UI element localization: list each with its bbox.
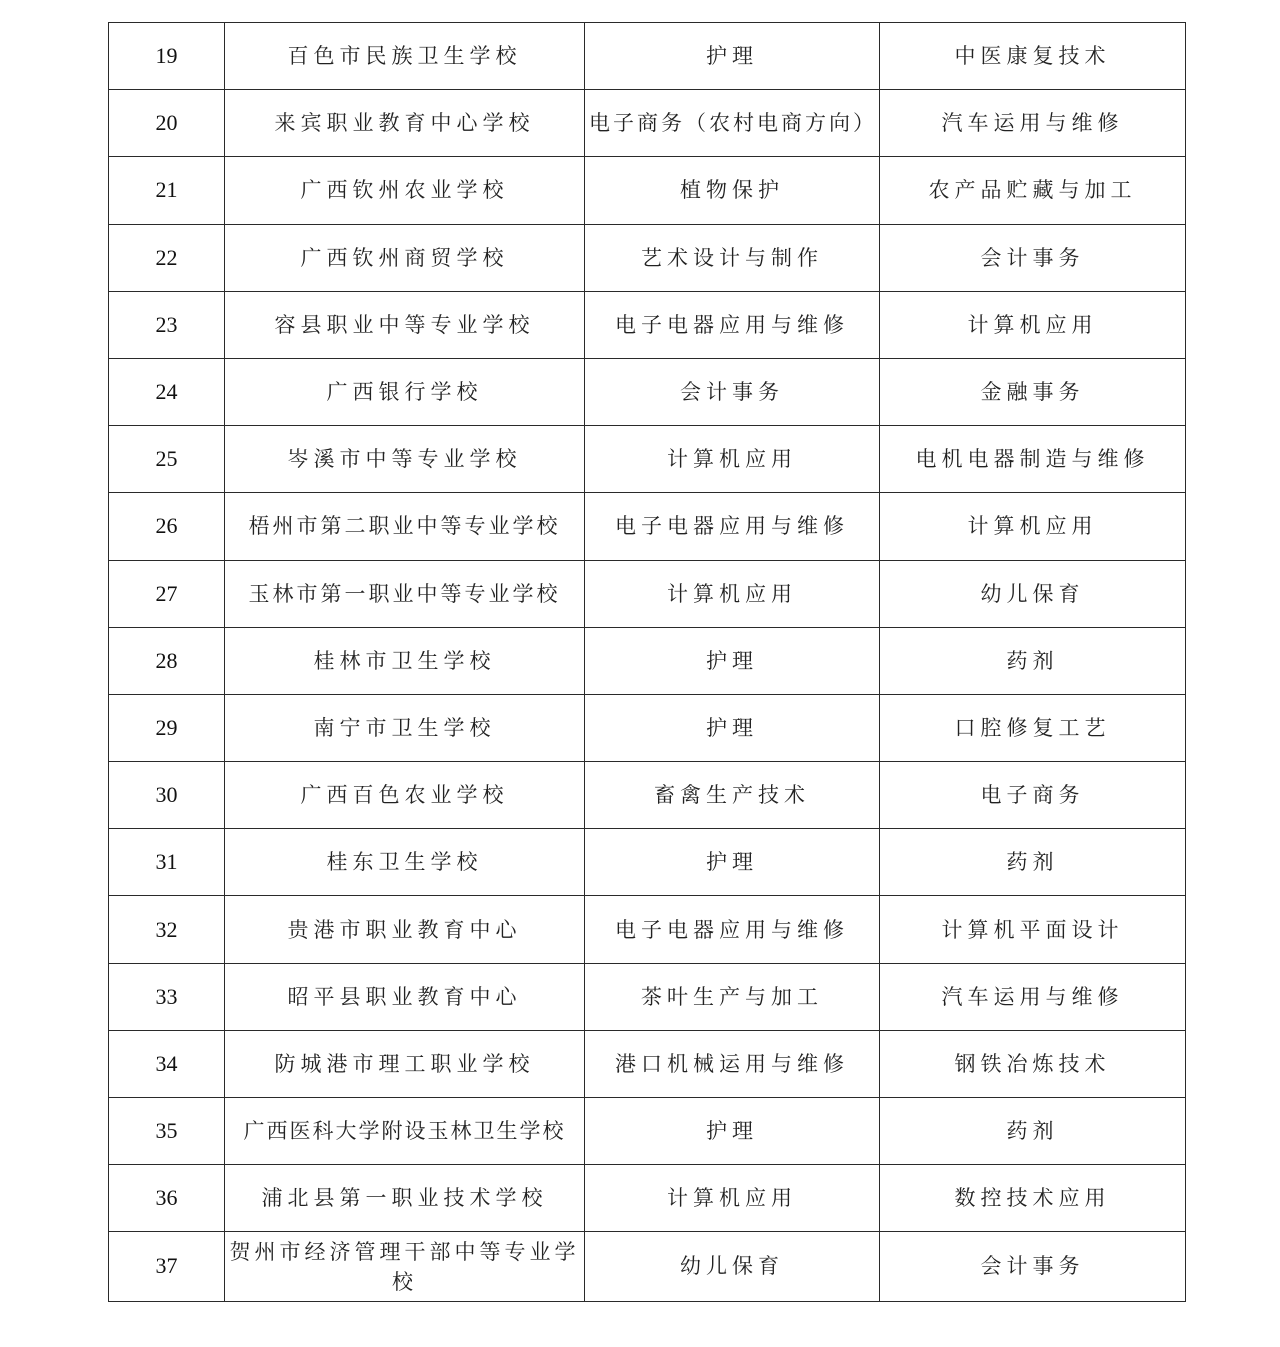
table-row [109, 157, 1186, 224]
major-1: 电子电器应用与维修 [585, 896, 880, 963]
row-number: 28 [109, 627, 225, 694]
major-2: 计算机应用 [880, 291, 1186, 358]
row-number: 30 [109, 762, 225, 829]
table-row [109, 1232, 1186, 1301]
row-number: 26 [109, 493, 225, 560]
major-1: 护理 [585, 829, 880, 896]
row-number: 32 [109, 896, 225, 963]
row-number: 33 [109, 963, 225, 1030]
major-1: 电子商务（农村电商方向） [585, 90, 880, 157]
table-row [109, 426, 1186, 493]
major-1: 茶叶生产与加工 [585, 963, 880, 1030]
major-2: 汽车运用与维修 [880, 90, 1186, 157]
major-2: 口腔修复工艺 [880, 694, 1186, 761]
major-1: 计算机应用 [585, 426, 880, 493]
major-1: 计算机应用 [585, 1165, 880, 1232]
row-number: 19 [109, 23, 225, 90]
table-row [109, 762, 1186, 829]
school-name: 玉林市第一职业中等专业学校 [225, 560, 585, 627]
school-name: 岑溪市中等专业学校 [225, 426, 585, 493]
table-row [109, 1165, 1186, 1232]
major-1: 会计事务 [585, 358, 880, 425]
major-2: 数控技术应用 [880, 1165, 1186, 1232]
school-name: 广西钦州农业学校 [225, 157, 585, 224]
table-row [109, 560, 1186, 627]
row-number: 22 [109, 224, 225, 291]
row-number: 24 [109, 358, 225, 425]
school-name: 贵港市职业教育中心 [225, 896, 585, 963]
table-row [109, 23, 1186, 90]
school-name: 贺州市经济管理干部中等专业学校 [225, 1232, 585, 1301]
major-2: 计算机应用 [880, 493, 1186, 560]
school-name: 容县职业中等专业学校 [225, 291, 585, 358]
major-1: 畜禽生产技术 [585, 762, 880, 829]
major-2: 会计事务 [880, 1232, 1186, 1301]
major-2: 钢铁冶炼技术 [880, 1030, 1186, 1097]
major-1: 护理 [585, 694, 880, 761]
school-name: 桂东卫生学校 [225, 829, 585, 896]
major-1: 幼儿保育 [585, 1232, 880, 1301]
table-row [109, 493, 1186, 560]
school-name: 桂林市卫生学校 [225, 627, 585, 694]
major-2: 药剂 [880, 627, 1186, 694]
table-row [109, 627, 1186, 694]
major-2: 药剂 [880, 829, 1186, 896]
major-2: 汽车运用与维修 [880, 963, 1186, 1030]
school-name: 浦北县第一职业技术学校 [225, 1165, 585, 1232]
row-number: 27 [109, 560, 225, 627]
school-name: 昭平县职业教育中心 [225, 963, 585, 1030]
major-2: 中医康复技术 [880, 23, 1186, 90]
school-name: 南宁市卫生学校 [225, 694, 585, 761]
major-1: 电子电器应用与维修 [585, 493, 880, 560]
school-name: 来宾职业教育中心学校 [225, 90, 585, 157]
major-2: 药剂 [880, 1098, 1186, 1165]
table-row [109, 224, 1186, 291]
major-1: 港口机械运用与维修 [585, 1030, 880, 1097]
table-row [109, 358, 1186, 425]
school-name: 防城港市理工职业学校 [225, 1030, 585, 1097]
school-name: 广西医科大学附设玉林卫生学校 [225, 1098, 585, 1165]
major-2: 会计事务 [880, 224, 1186, 291]
major-1: 护理 [585, 627, 880, 694]
row-number: 37 [109, 1232, 225, 1301]
major-1: 计算机应用 [585, 560, 880, 627]
major-1: 植物保护 [585, 157, 880, 224]
school-name: 广西百色农业学校 [225, 762, 585, 829]
major-2: 农产品贮藏与加工 [880, 157, 1186, 224]
row-number: 31 [109, 829, 225, 896]
major-2: 金融事务 [880, 358, 1186, 425]
major-2: 幼儿保育 [880, 560, 1186, 627]
table-row [109, 1030, 1186, 1097]
table-row [109, 896, 1186, 963]
row-number: 21 [109, 157, 225, 224]
school-name: 广西银行学校 [225, 358, 585, 425]
table-row [109, 694, 1186, 761]
table-row [109, 1098, 1186, 1165]
row-number: 29 [109, 694, 225, 761]
school-name: 百色市民族卫生学校 [225, 23, 585, 90]
table-row [109, 291, 1186, 358]
table-row [109, 90, 1186, 157]
major-1: 电子电器应用与维修 [585, 291, 880, 358]
table-row [109, 829, 1186, 896]
row-number: 23 [109, 291, 225, 358]
school-name: 梧州市第二职业中等专业学校 [225, 493, 585, 560]
major-2: 计算机平面设计 [880, 896, 1186, 963]
major-1: 护理 [585, 1098, 880, 1165]
row-number: 36 [109, 1165, 225, 1232]
table-body [109, 23, 1186, 1302]
row-number: 20 [109, 90, 225, 157]
schools-majors-table [108, 22, 1186, 1302]
table-row [109, 963, 1186, 1030]
row-number: 35 [109, 1098, 225, 1165]
row-number: 25 [109, 426, 225, 493]
major-2: 电子商务 [880, 762, 1186, 829]
major-1: 艺术设计与制作 [585, 224, 880, 291]
school-name: 广西钦州商贸学校 [225, 224, 585, 291]
major-2: 电机电器制造与维修 [880, 426, 1186, 493]
major-1: 护理 [585, 23, 880, 90]
row-number: 34 [109, 1030, 225, 1097]
